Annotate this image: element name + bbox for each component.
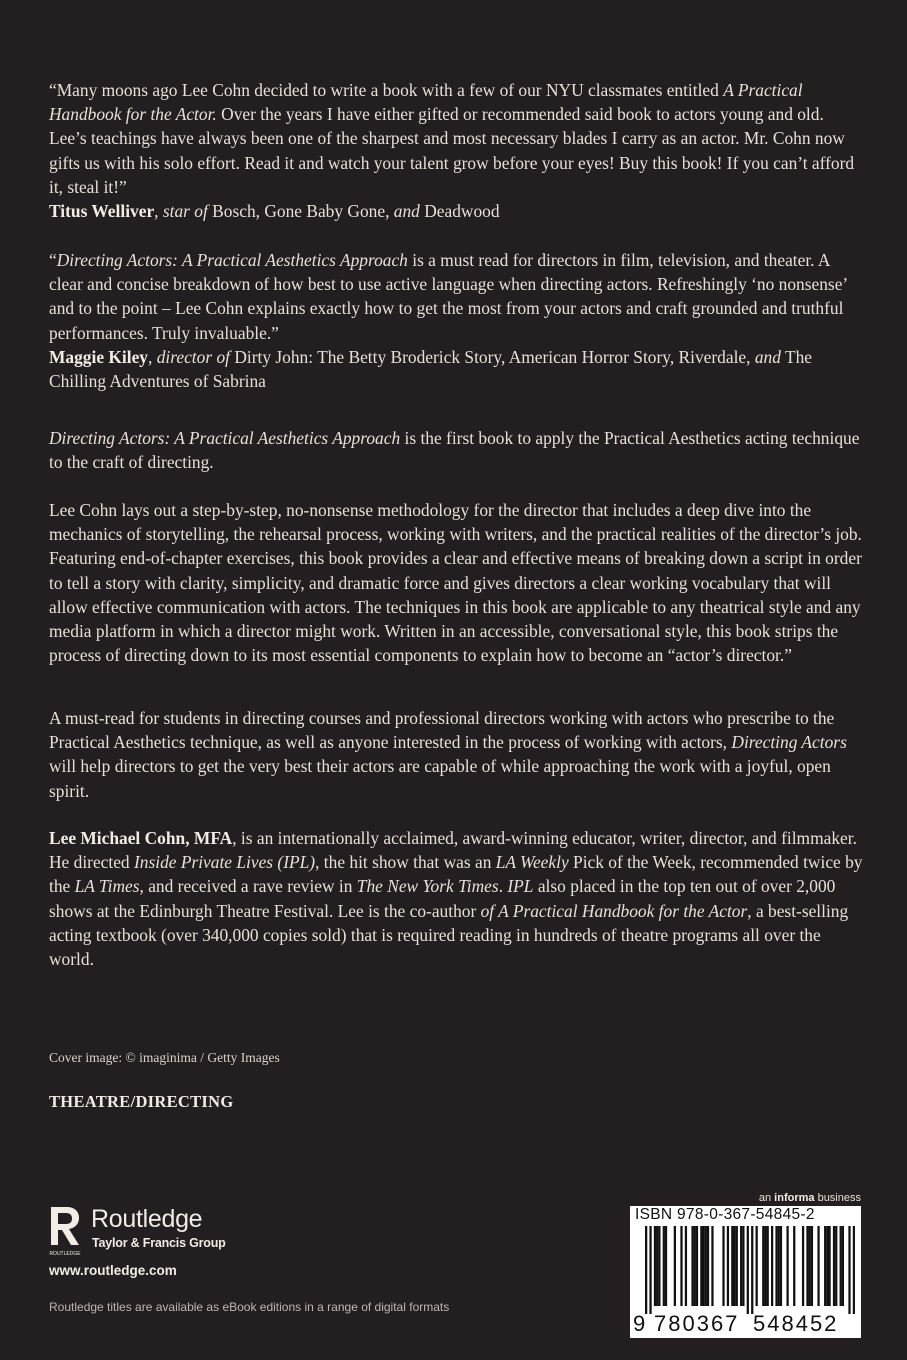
routledge-vertical-text: ROUTLEDGE <box>49 1251 81 1257</box>
endorsement-kiley <box>49 248 864 393</box>
description-body: Lee Cohn lays out a step-by-step, no-nonsense methodology for the director that includes a deep dive into the mechanics of storytelling, the rehearsal process, working with writers, and the practical realities of the director’s job. Featuring end-of-chapter exercises, this book provides a clear and effective means of breaking down a script in order to tell a story with clarity, simplicity, and dramatic force and gives directors a clear working vocabulary that will allow effective communication with actors. The techniques in this book are applicable to any theatrical style and any media platform in which a director might work. Written in an accessible, conversational style, this book strips the process of directing down to its most essential components to explain how to become an “actor’s director.” <box>49 500 862 666</box>
barcode-bar <box>696 1226 698 1306</box>
isbn-label: ISBN 978-0-367-54845-2 <box>635 1206 815 1223</box>
barcode-bar <box>742 1226 744 1306</box>
barcode-bar <box>656 1226 658 1306</box>
barcode-bar <box>733 1226 735 1306</box>
cover-credit: Cover image: © imaginima / Getty Images <box>49 1050 280 1065</box>
publisher-url[interactable]: www.routledge.com <box>49 1263 177 1278</box>
barcode-bar <box>674 1226 676 1306</box>
barcode-bar <box>751 1226 753 1314</box>
barcode-bar <box>705 1226 707 1306</box>
barcode-bar <box>700 1226 702 1306</box>
barcode-bar <box>762 1226 764 1306</box>
barcode-bar <box>756 1226 758 1306</box>
barcode-bar <box>747 1226 749 1314</box>
isbn-digits: 9 780367 548452 <box>633 1311 839 1336</box>
barcode-bar <box>786 1226 788 1306</box>
barcode-bar <box>806 1226 808 1306</box>
barcode-bar <box>767 1226 769 1306</box>
endorser-name: Titus Welliver <box>49 201 155 222</box>
barcode-bar <box>685 1226 687 1306</box>
barcode-bar <box>809 1226 811 1306</box>
barcode-bar <box>778 1226 780 1306</box>
barcode-bar <box>764 1226 766 1306</box>
barcode-bar <box>840 1226 842 1306</box>
barcode-bar <box>780 1226 782 1306</box>
endorsement-quote: “Directing Actors: A Practical Aesthetics Approach is a must read for directors in film, television, and theater. A clear and concise breakdown of how best to use active language when directing actors. Refreshingly ‘no nonsense’ and to the point – Lee Cohn explains exactly how to get the most from your actors and craft grounded and truthful performances. Truly invaluable.” <box>49 250 847 343</box>
barcode-bar <box>658 1226 660 1306</box>
description-audience: A must-read for students in directing courses and professional directors working with actors who prescribe to the Practical Aesthetics technique, as well as anyone interested in the process of working with actors, Directing Actors will help directors to get the very best their actors are capable of while approaching the work with a joyful, open spirit. <box>49 708 847 801</box>
barcode-bar <box>707 1226 709 1306</box>
barcode-bar <box>811 1226 813 1306</box>
barcode-bars <box>645 1226 855 1314</box>
endorser-name: Maggie Kiley <box>49 346 149 367</box>
barcode-bar <box>826 1226 828 1306</box>
barcode-bar <box>828 1226 830 1306</box>
barcode-bar <box>824 1226 826 1306</box>
barcode-bar <box>833 1226 835 1306</box>
barcode-bar <box>680 1226 682 1306</box>
book-title: Directing Actors: A Practical Aesthetics Approach <box>49 428 401 448</box>
book-title: Directing Actors: A Practical Aesthetics Approach <box>56 250 408 270</box>
isbn-barcode <box>630 1206 861 1338</box>
endorsement-welliver <box>49 78 864 223</box>
author-name: Lee Michael Cohn, MFA <box>49 828 233 848</box>
barcode-bar <box>691 1226 693 1306</box>
endorsement-attribution: Maggie Kiley, director of Dirty John: The Betty Broderick Story, American Horror Story, Riverdale, and The Chilling Adventures of Sabrina <box>49 346 812 392</box>
routledge-logo <box>49 1205 249 1257</box>
barcode-bar <box>775 1226 777 1306</box>
publisher-group: Taylor & Francis Group <box>92 1236 226 1250</box>
barcode-bar <box>802 1226 804 1306</box>
barcode-bar <box>654 1226 656 1306</box>
barcode-bar <box>853 1226 855 1314</box>
barcode-bar <box>727 1226 729 1306</box>
barcode-bar <box>649 1226 651 1314</box>
barcode-bar <box>665 1226 667 1306</box>
informa-business-label: an informa business <box>758 1192 861 1204</box>
barcode-bar <box>702 1226 704 1306</box>
barcode-bar <box>817 1226 819 1306</box>
barcode-bar <box>835 1226 837 1306</box>
barcode-bar <box>711 1226 713 1306</box>
barcode-bar <box>722 1226 724 1306</box>
barcode-bar <box>645 1226 647 1314</box>
endorsement-attribution: Titus Welliver, star of Bosch, Gone Baby Gone, and Deadwood <box>49 201 500 222</box>
barcode-bar <box>848 1226 850 1314</box>
barcode-bar <box>663 1226 665 1306</box>
publisher-name: Routledge <box>91 1205 203 1233</box>
description-intro: Directing Actors: A Practical Aesthetics Approach is the first book to apply the Practical Aesthetics acting technique to the craft of directing. <box>49 428 860 473</box>
author-bio: Lee Michael Cohn, MFA, is an internationally acclaimed, award-winning educator, writer, director, and filmmaker. He directed Inside Private Lives (IPL), the hit show that was an LA Weekly Pick of the Week, recommended twice by the LA Times, and received a rave review in The New York Times. IPL also placed in the top ten out of over 2,000 shows at the Edinburgh Theatre Festival. Lee is the co-author of A Practical Handbook for the Actor, a best-selling acting textbook (over 340,000 copies sold) that is required reading in hundreds of theatre programs all over the world. <box>49 828 863 970</box>
routledge-r-icon <box>49 1205 81 1257</box>
barcode-bar <box>793 1226 795 1306</box>
barcode-bar <box>740 1226 742 1306</box>
barcode-bar <box>694 1226 696 1306</box>
category-label: THEATRE/DIRECTING <box>49 1092 234 1111</box>
book-title: A Practical Handbook for the Actor. <box>49 80 803 125</box>
barcode-bar <box>771 1226 773 1306</box>
book-title: Directing Actors <box>731 732 847 753</box>
ebook-note: Routledge titles are available as eBook editions in a range of digital formats <box>49 1300 450 1314</box>
barcode-bar <box>736 1226 738 1306</box>
barcode-bar <box>731 1226 733 1306</box>
endorsement-quote: “Many moons ago Lee Cohn decided to write a book with a few of our NYU classmates entitled A Practical Handbook for the Actor. Over the years I have either gifted or recommended said book to actors young and old. Lee’s teachings have always been one of the sharpest and most necessary blades I carry as an actor. Mr. Cohn now gifts us with his solo effort. Read it and watch your talent grow before your eyes! Buy this book! If you can’t afford it, steal it!” <box>49 80 855 197</box>
barcode-bar <box>842 1226 844 1306</box>
